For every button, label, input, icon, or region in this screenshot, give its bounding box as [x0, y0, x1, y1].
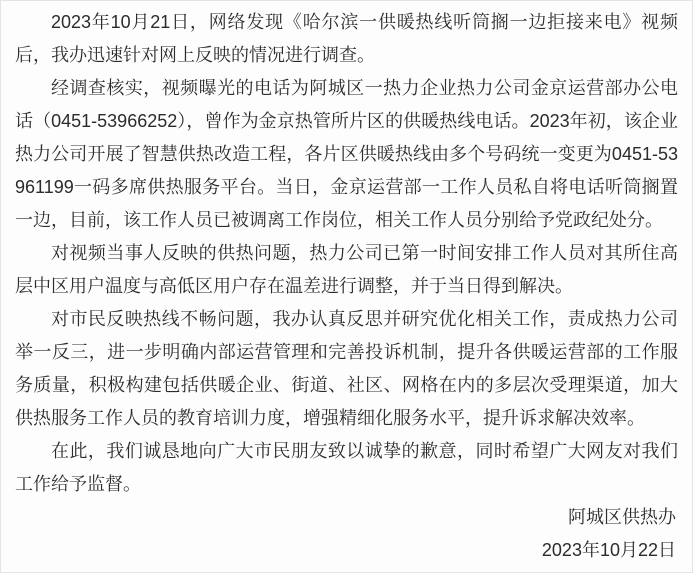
- statement-paragraph-3: 对视频当事人反映的供热问题，热力公司已第一时间安排工作人员对其所住高层中区用户温度与高低区用户存在温差进行调整，并于当日得到解决。: [15, 243, 678, 296]
- signature-author: 阿城区供热办: [568, 507, 676, 527]
- signature-date: 2023年10月22日: [541, 540, 676, 560]
- statement-paragraph-2: 经调查核实，视频曝光的电话为阿城区一热力企业热力公司金京运营部办公电话（0451-53966252），曾作为金京热管所片区的供暖热线电话。2023年初，该企业热力公司开展了智慧供热改造工程，各片区供暖热线由多个号码统一变更为0451-53961199一码多席供热服务平台。当日，金京运营部一工作人员私自将电话听筒搁置一边，目前，该工作人员已被调离工作岗位，相关工作人员分别给予党政纪处分。: [15, 78, 678, 230]
- statement-paragraph-5: 在此，我们诚恳地向广大市民朋友致以诚挚的歉意，同时希望广大网友对我们工作给予监督。: [15, 441, 678, 494]
- statement-paragraph-4: 对市民反映热线不畅问题，我办认真反思并研究优化相关工作，责成热力公司举一反三，进一步明确内部运营管理和完善投诉机制，提升各供暖运营部的工作服务质量，积极构建包括供暖企业、街道、社区、网格在内的多层次受理渠道，加大供热服务工作人员的教育培训力度，增强精细化服务水平，提升诉求解决效率。: [15, 309, 678, 428]
- signature-block: [15, 501, 678, 567]
- statement-paragraph-1: 2023年10月21日，网络发现《哈尔滨一供暖热线听筒搁一边拒接来电》视频后，我办迅速针对网上反映的情况进行调查。: [15, 12, 678, 65]
